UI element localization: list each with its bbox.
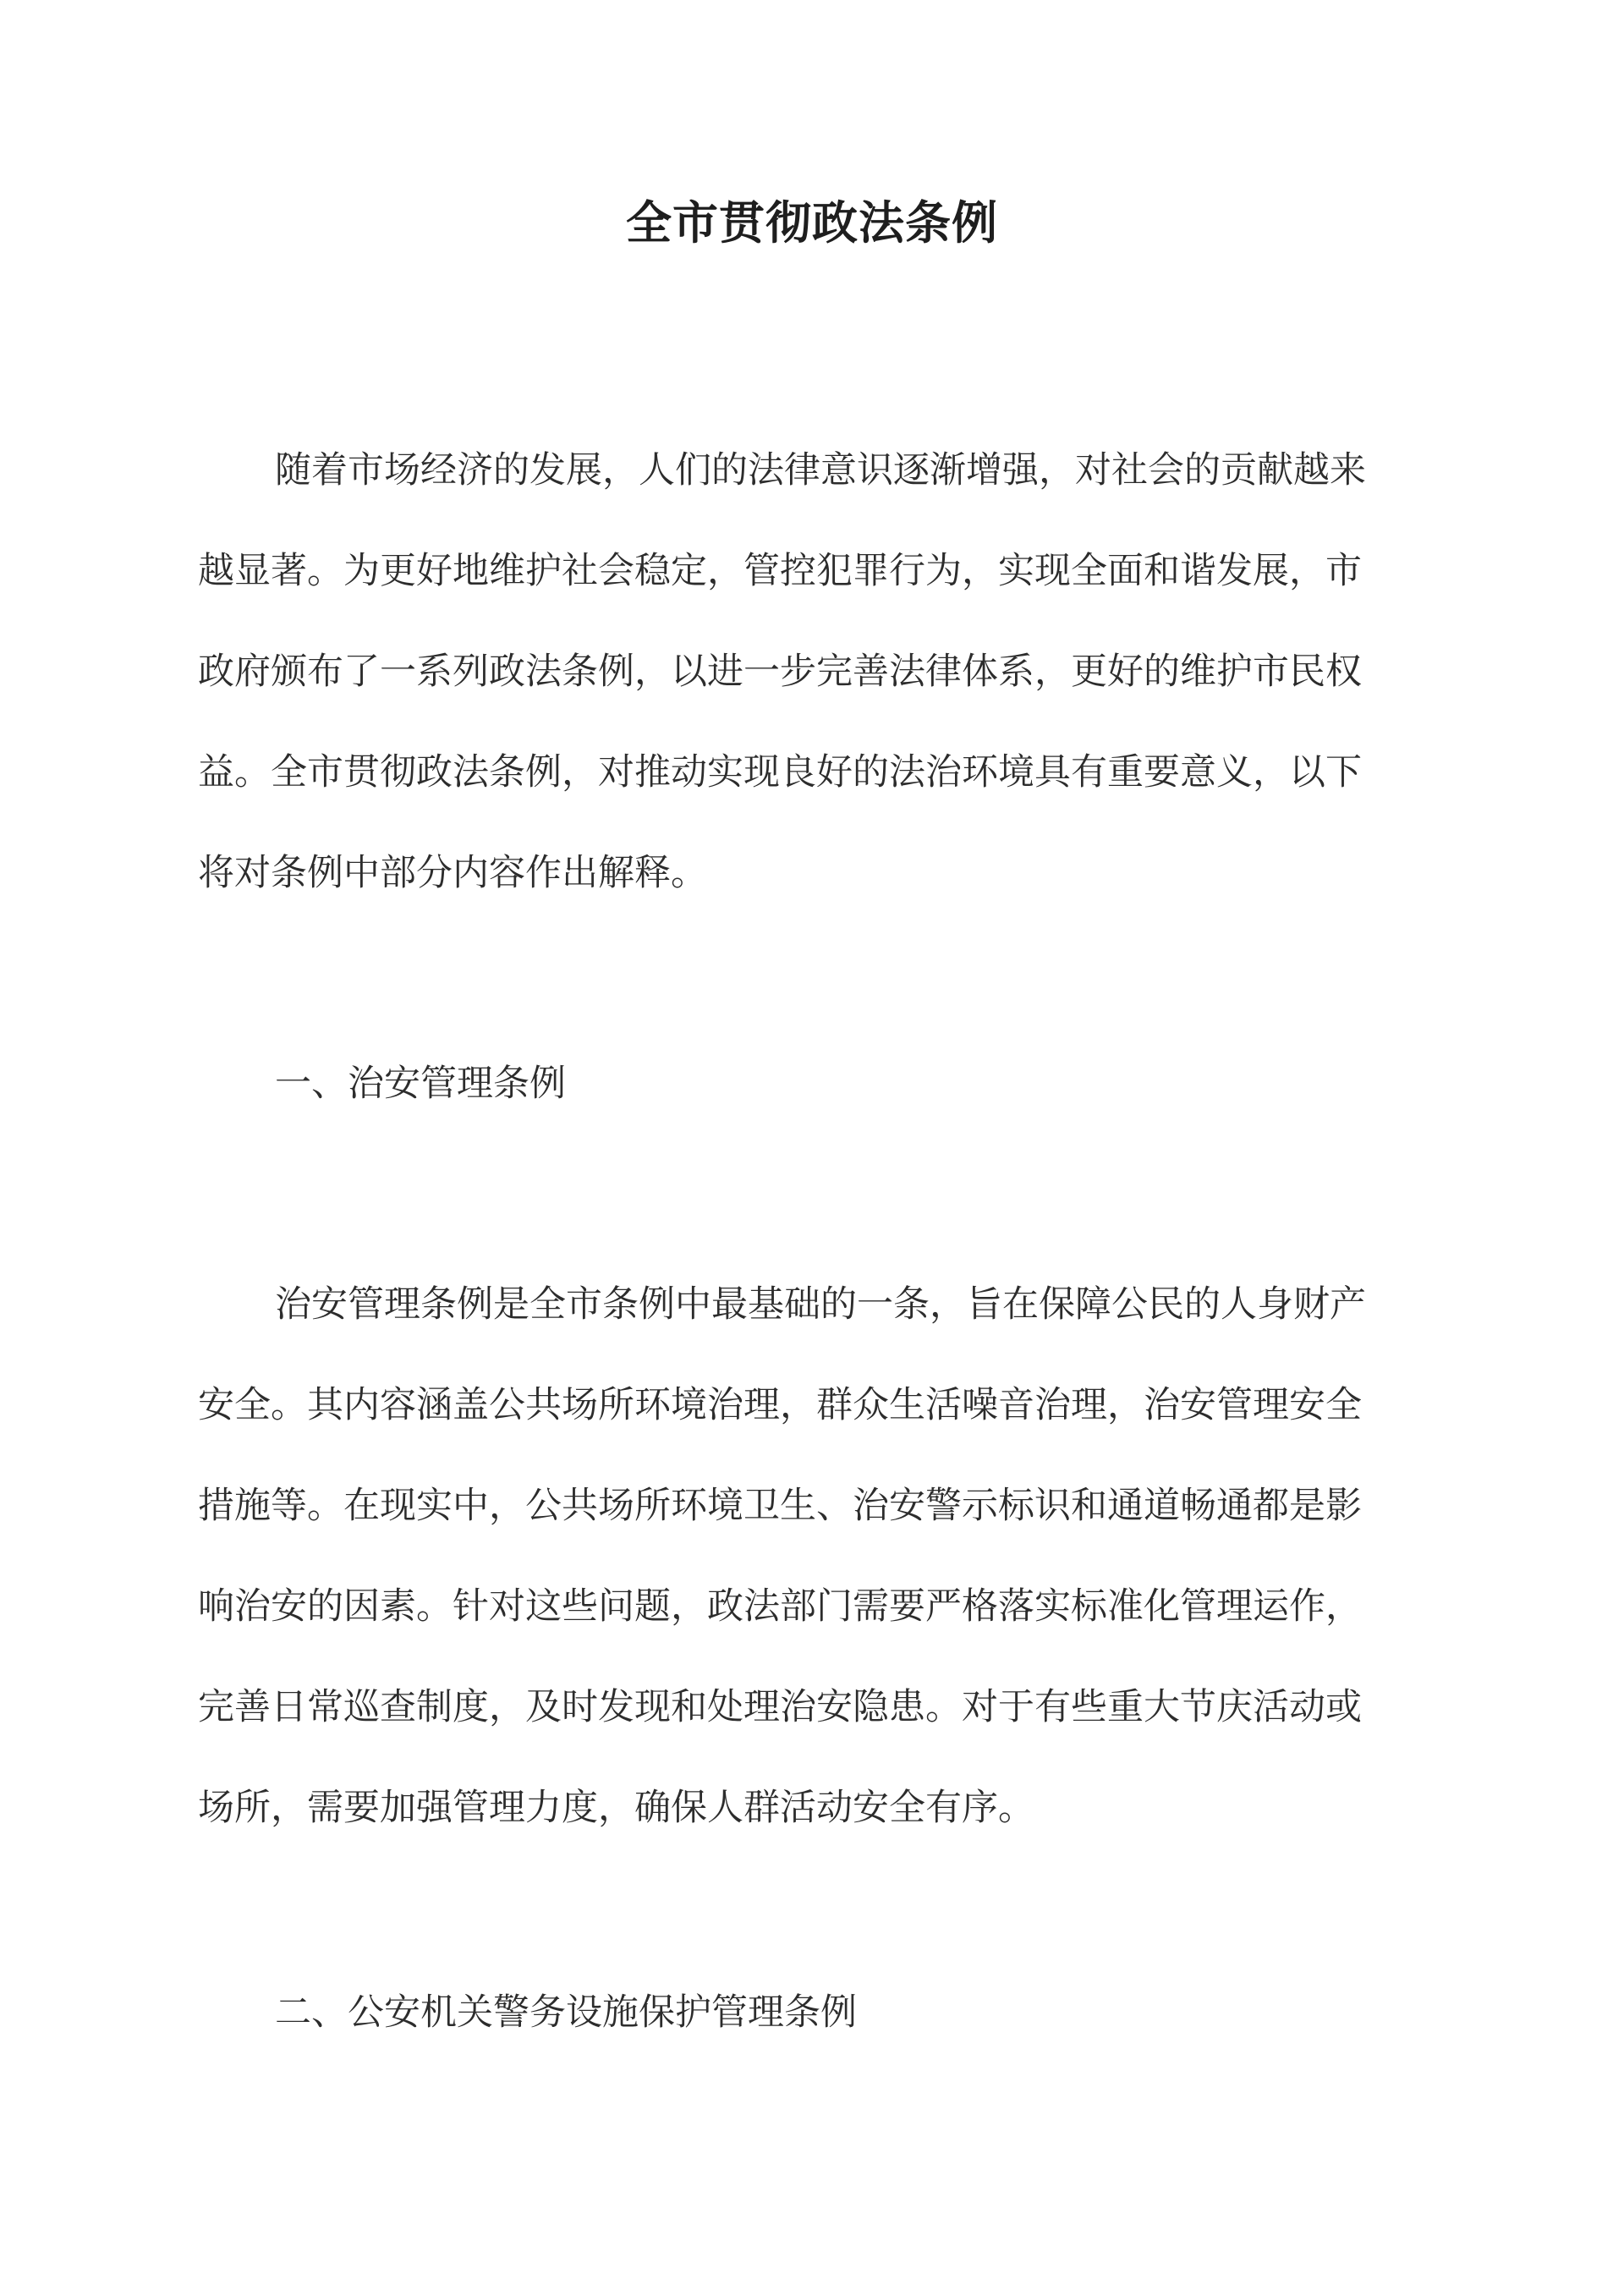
paragraph-line: 响治安的因素。针对这些问题，政法部门需要严格落实标准化管理运作，: [198, 1585, 1362, 1628]
paragraph-line: 益。全市贯彻政法条例，对推动实现良好的法治环境具有重要意义，以下: [198, 751, 1362, 794]
section-heading-police-facilities: 二、公安机关警务设施保护管理条例: [275, 1991, 857, 2034]
paragraph-line: 完善日常巡查制度，及时发现和处理治安隐患。对于有些重大节庆活动或: [198, 1686, 1362, 1728]
paragraph-line: 治安管理条例是全市条例中最基础的一条，旨在保障公民的人身财产: [275, 1283, 1366, 1326]
document-title: 全市贯彻政法条例: [626, 195, 998, 250]
paragraph-line: 安全。其内容涵盖公共场所环境治理，群众生活噪音治理，治安管理安全: [198, 1384, 1362, 1426]
section-heading-public-security: 一、治安管理条例: [275, 1063, 566, 1105]
public-security-paragraph: [198, 1255, 1426, 1859]
paragraph-line: 越显著。为更好地维护社会稳定，管控犯罪行为，实现全面和谐发展，市: [198, 550, 1362, 592]
intro-paragraph: [198, 420, 1426, 924]
paragraph-line: 措施等。在现实中，公共场所环境卫生、治安警示标识和通道畅通都是影: [198, 1485, 1362, 1527]
paragraph-line: 将对条例中部分内容作出解释。: [198, 852, 707, 894]
paragraph-line: 政府颁布了一系列政法条例，以进一步完善法律体系，更好的维护市民权: [198, 651, 1362, 693]
paragraph-line: 随着市场经济的发展，人们的法律意识逐渐增强，对社会的贡献越来: [275, 449, 1366, 492]
paragraph-line: 场所，需要加强管理力度，确保人群活动安全有序。: [198, 1787, 1034, 1829]
